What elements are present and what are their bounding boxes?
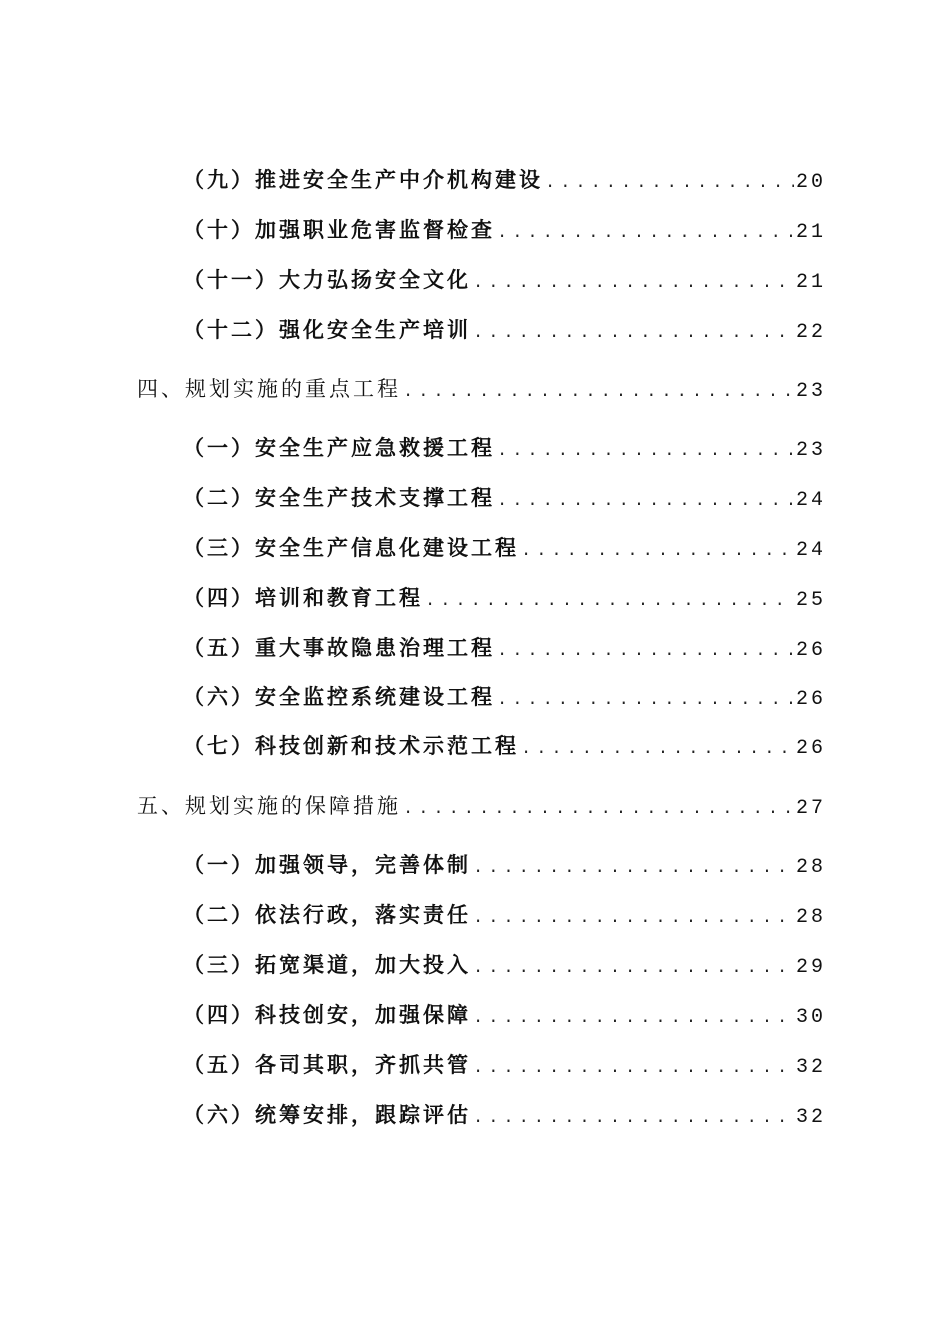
toc-entry-title: （六）安全监控系统建设工程 [183,685,495,709]
toc-entry[interactable] [183,263,826,297]
dot-leader [403,376,794,410]
toc-entry-page: 23 [795,380,826,403]
toc-entry[interactable] [183,313,826,347]
toc-entry[interactable] [183,163,826,197]
dot-leader [521,535,794,569]
toc-entry-title: （四）科技创安，加强保障 [183,1003,471,1027]
toc-entry-title: （一）加强领导，完善体制 [183,853,471,877]
dot-leader [497,217,794,251]
toc-entry-title: （二）依法行政，落实责任 [183,903,471,927]
toc-entry-page: 25 [795,589,826,612]
toc-entry-page: 21 [795,271,826,294]
toc-entry-page: 32 [795,1106,826,1129]
dot-leader [473,317,794,351]
dot-leader [425,585,794,619]
toc-entry-title: （一）安全生产应急救援工程 [183,436,495,460]
dot-leader [473,1102,794,1136]
dot-leader [545,167,794,201]
toc-entry-title: （九）推进安全生产中介机构建设 [183,168,543,192]
toc-entry-title: 四、规划实施的重点工程 [137,377,401,401]
dot-leader [473,267,794,301]
toc-entry[interactable] [183,729,826,763]
toc-entry-page: 26 [795,639,826,662]
toc-entry-title: （四）培训和教育工程 [183,586,423,610]
dot-leader [473,1052,794,1086]
toc-entry-page: 29 [795,956,826,979]
toc-entry-title: （十）加强职业危害监督检查 [183,218,495,242]
toc-entry[interactable] [183,1048,826,1082]
toc-entry-page: 32 [795,1056,826,1079]
toc-section-entry[interactable] [137,372,826,406]
toc-entry[interactable] [183,848,826,882]
toc-entry-title: （五）各司其职，齐抓共管 [183,1053,471,1077]
toc-entry-page: 23 [795,439,826,462]
toc-entry[interactable] [183,948,826,982]
toc-entry[interactable] [183,898,826,932]
toc-section-entry[interactable] [137,789,826,823]
toc-entry-title: （二）安全生产技术支撑工程 [183,486,495,510]
toc-entry[interactable] [183,1098,826,1132]
toc-entry-page: 22 [795,321,826,344]
toc-entry-page: 30 [795,1006,826,1029]
toc-entry-title: 五、规划实施的保障措施 [137,794,401,818]
toc-entry[interactable] [183,998,826,1032]
toc-entry-title: （五）重大事故隐患治理工程 [183,636,495,660]
toc-entry-title: （十一）大力弘扬安全文化 [183,268,471,292]
toc-entry-title: （三）安全生产信息化建设工程 [183,536,519,560]
toc-entry-page: 20 [795,171,826,194]
toc-entry-page: 26 [795,688,826,711]
toc-entry[interactable] [183,481,826,515]
toc-entry-page: 28 [795,856,826,879]
dot-leader [473,902,794,936]
toc-entry-page: 26 [795,737,826,760]
toc-entry[interactable] [183,581,826,615]
toc-entry-page: 28 [795,906,826,929]
dot-leader [403,793,794,827]
toc-entry-page: 21 [795,221,826,244]
toc-entry-page: 24 [795,539,826,562]
toc-entry[interactable] [183,631,826,665]
dot-leader [497,684,794,718]
dot-leader [497,435,794,469]
toc-entry[interactable] [183,213,826,247]
toc-entry-title: （十二）强化安全生产培训 [183,318,471,342]
toc-entry-page: 27 [795,797,826,820]
dot-leader [473,1002,794,1036]
dot-leader [497,635,794,669]
dot-leader [521,733,794,767]
dot-leader [473,852,794,886]
toc-entry[interactable] [183,431,826,465]
toc-entry-title: （三）拓宽渠道，加大投入 [183,953,471,977]
toc-entry[interactable] [183,531,826,565]
dot-leader [473,952,794,986]
toc-entry-title: （七）科技创新和技术示范工程 [183,734,519,758]
toc-entry[interactable] [183,680,826,714]
toc-entry-page: 24 [795,489,826,512]
toc-entry-title: （六）统筹安排，跟踪评估 [183,1103,471,1127]
dot-leader [497,485,794,519]
